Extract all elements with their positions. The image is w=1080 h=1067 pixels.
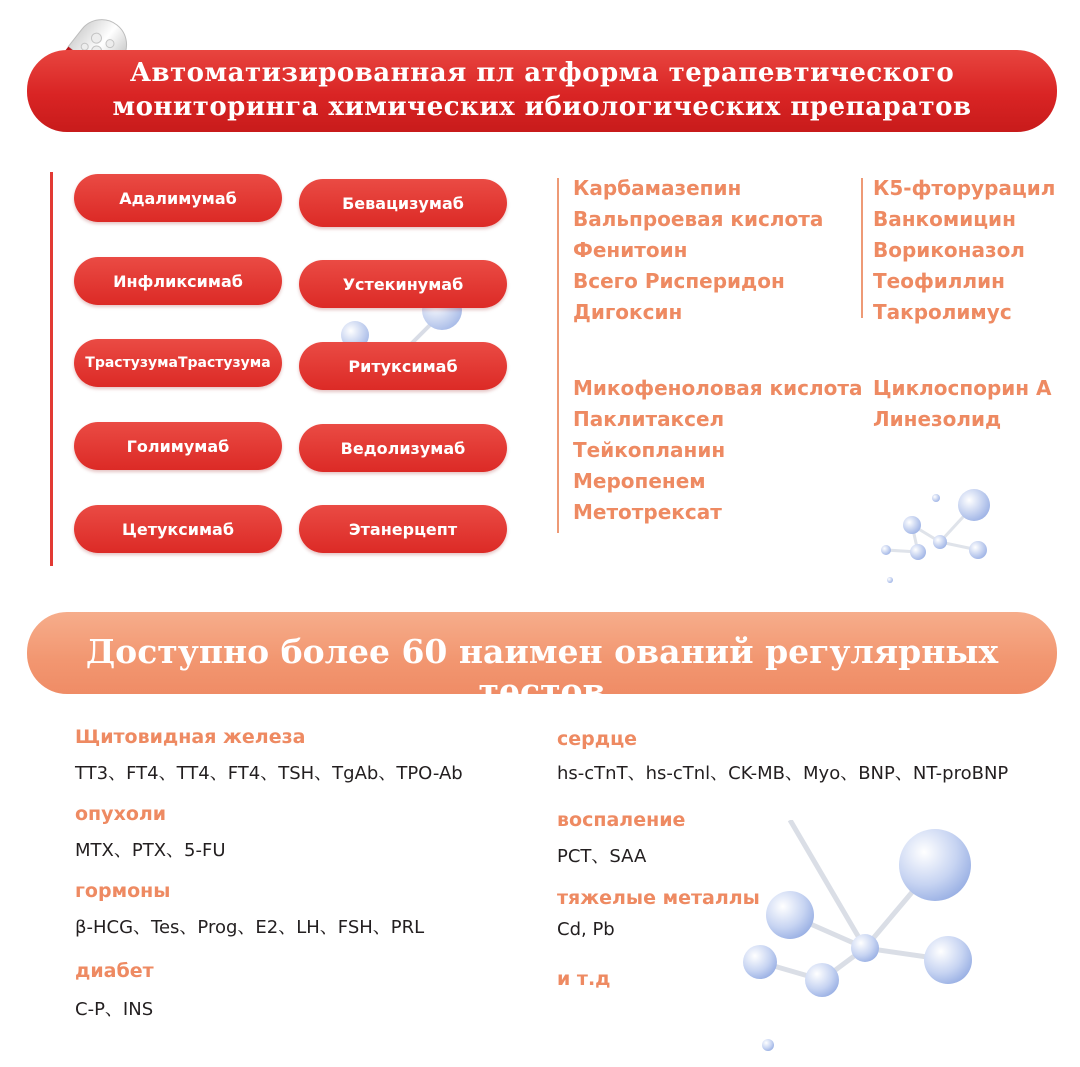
biologic-pill: Адалимумаб	[74, 174, 282, 222]
drug-item: Такролимус	[873, 300, 1012, 324]
biologic-pill: ТрастузумаТрастузума	[74, 339, 282, 387]
drug-item: Всего Рисперидон	[573, 269, 785, 293]
test-items: C-P、INS	[75, 999, 154, 1020]
tests-banner	[27, 612, 1057, 710]
drug-item: Линезолид	[873, 407, 1002, 431]
molecule-icon	[730, 820, 1000, 1060]
title-banner	[27, 50, 1057, 132]
drug-item: Вориконазол	[873, 238, 1025, 262]
biologic-pill: Цетуксимаб	[74, 505, 282, 553]
divider-left	[50, 172, 53, 566]
drug-item: Меропенем	[573, 469, 706, 493]
drug-item: Паклитаксел	[573, 407, 725, 431]
test-items: β-HCG、Tes、Prog、E2、LH、FSH、PRL	[75, 917, 425, 938]
biologic-pill: Голимумаб	[74, 422, 282, 470]
title-line-1: Автоматизированная пл атформа терапевтического	[129, 58, 955, 88]
biologic-pill: Ведолизумаб	[299, 424, 507, 472]
divider-middle	[557, 178, 559, 533]
tests-banner-text: Доступно более 60 наимен ований регулярных тестов	[85, 632, 999, 710]
test-items: MTX、PTX、5-FU	[75, 840, 226, 861]
test-category: сердце	[557, 728, 638, 750]
test-items: hs-cTnT、hs-cTnl、CK-MB、Myo、BNP、NT-proBNP	[557, 763, 1009, 784]
drug-item: Тейкопланин	[573, 438, 726, 462]
drug-item: Карбамазепин	[573, 176, 742, 200]
biologic-pill: Бевацизумаб	[299, 179, 507, 227]
test-category: воспаление	[557, 809, 686, 831]
drug-item: Циклоспорин А	[873, 376, 1052, 400]
test-category: диабет	[75, 960, 154, 982]
drug-item: К5-фторурацил	[873, 176, 1056, 200]
drug-item: Дигоксин	[573, 300, 683, 324]
test-category: гормоны	[75, 880, 171, 902]
test-items: Cd, Pb	[557, 919, 615, 940]
molecule-icon	[870, 480, 1020, 600]
test-items: TT3、FT4、TT4、FT4、TSH、TgAb、TPO-Ab	[75, 763, 463, 784]
test-category: опухоли	[75, 803, 167, 825]
drug-item: Фенитоин	[573, 238, 688, 262]
biologic-pill: Ритуксимаб	[299, 342, 507, 390]
test-category: и т.д	[557, 968, 611, 990]
test-category: тяжелые металлы	[557, 887, 760, 909]
title-line-2: мониторинга химических ибиологических препаратов	[112, 92, 972, 122]
drug-item: Микофеноловая кислота	[573, 376, 863, 400]
biologic-pill: Устекинумаб	[299, 260, 507, 308]
test-items: PCT、SAA	[557, 846, 647, 867]
divider-right	[861, 178, 863, 318]
drug-item: Вальпроевая кислота	[573, 207, 824, 231]
drug-item: Теофиллин	[873, 269, 1005, 293]
biologic-pill: Инфликсимаб	[74, 257, 282, 305]
biologic-pill: Этанерцепт	[299, 505, 507, 553]
test-category: Щитовидная железа	[75, 726, 306, 748]
drug-item: Ванкомицин	[873, 207, 1016, 231]
drug-item: Метотрексат	[573, 500, 722, 524]
